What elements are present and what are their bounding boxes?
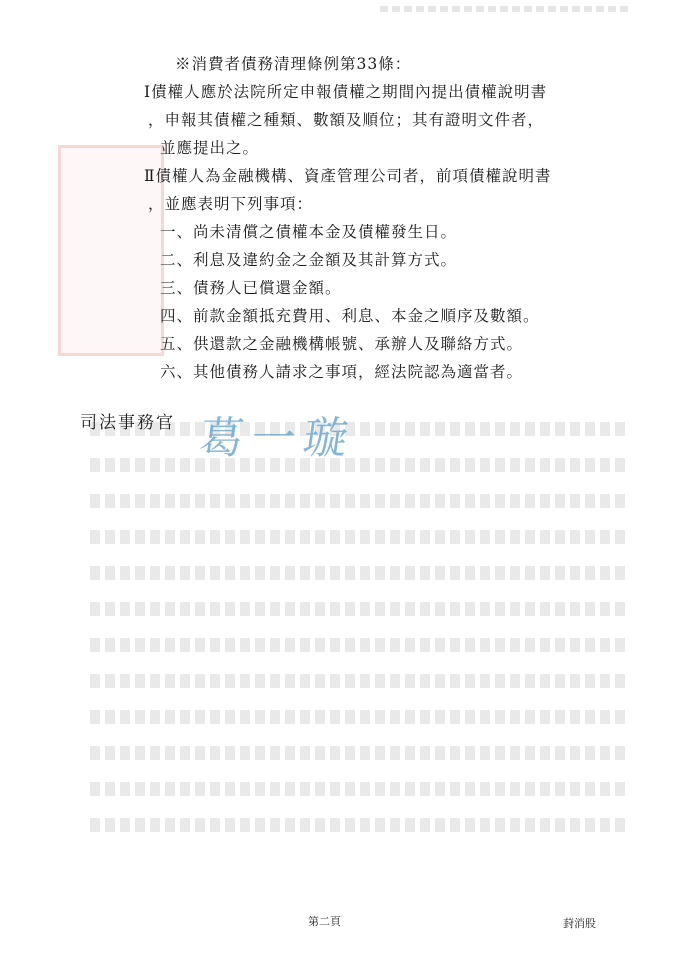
paragraph-2-line-2: ，並應表明下列事項： <box>148 195 314 213</box>
article-heading: ※消費者債務清理條例第33條： <box>175 55 412 73</box>
signer-title: 司法事務官 <box>80 413 175 433</box>
bleed-through-text <box>90 400 630 854</box>
paragraph-1-line-3: 並應提出之。 <box>160 139 260 157</box>
bleed-through-header <box>380 6 630 12</box>
list-item: 六、其他債務人請求之事項，經法院認為適當者。 <box>160 363 524 381</box>
paragraph-1-line-1: Ⅰ債權人應於法院所定申報債權之期間內提出債權說明書 <box>144 83 548 101</box>
list-item: 四、前款金額抵充費用、利息、本金之順序及數額。 <box>160 307 540 325</box>
list-item: 五、供還款之金融機構帳號、承辦人及聯絡方式。 <box>160 335 524 353</box>
list-item: 三、債務人已償還金額。 <box>160 279 342 297</box>
department-label: 葑消股 <box>563 917 596 930</box>
list-item: 二、利息及違約金之金額及其計算方式。 <box>160 251 458 269</box>
page-number: 第二頁 <box>308 915 341 928</box>
paragraph-1-line-2: ，申報其債權之種類、數額及順位；其有證明文件者， <box>148 111 545 129</box>
paragraph-2-line-1: Ⅱ債權人為金融機構、資產管理公司者，前項債權說明書 <box>144 167 552 185</box>
list-item: 一、尚未清償之債權本金及債權發生日。 <box>160 223 458 241</box>
signature-name: 葛一璇 <box>195 413 359 464</box>
